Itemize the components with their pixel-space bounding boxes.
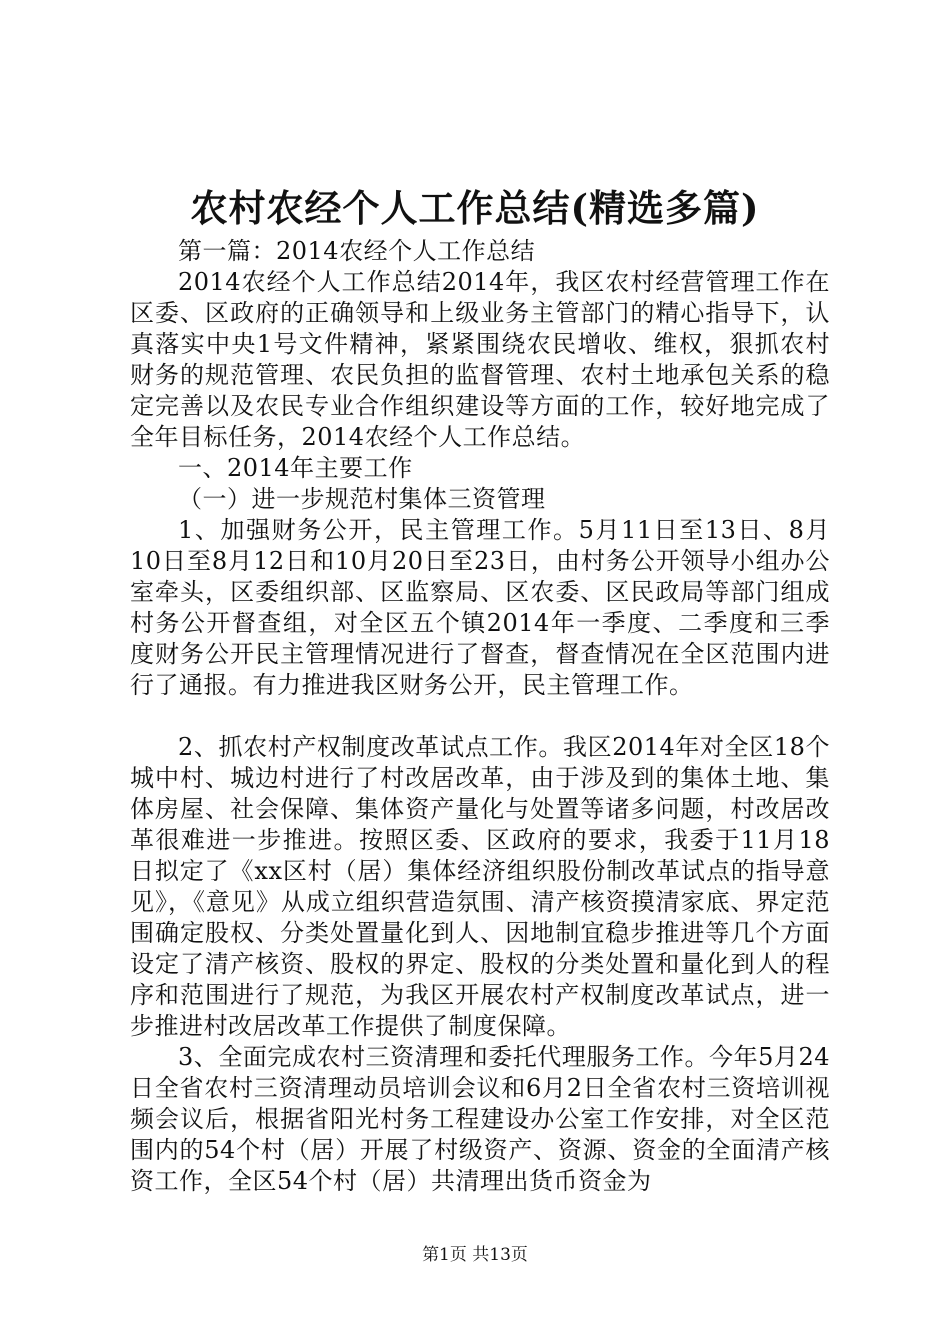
document-title: 农村农经个人工作总结(精选多篇) [190,186,760,230]
intro-paragraph: 2014农经个人工作总结2014年，我区农村经营管理工作在区委、区政府的正确领导和上级业务主管部门的精心指导下，认真落实中央1号文件精神，紧紧围绕农民增收、维权，狠抓农村财务的规范管理、农民负担的监督管理、农村土地承包关系的稳定完善以及农民专业合作组织建设等方面的工作，较好地完成了全年目标任务，2014农经个人工作总结。 [130,268,830,451]
paragraph-1: 1、加强财务公开，民主管理工作。5月11日至13日、8月10日至8月12日和10月20日至23日，由村务公开领导小组办公室牵头，区委组织部、区监察局、区农委、区民政局等部门组成村务公开督查组，对全区五个镇2014年一季度、二季度和三季度财务公开民主管理情况进行了督查，督查情况在全区范围内进行了通报。有力推进我区财务公开，民主管理工作。 [130,516,830,699]
paragraph-spacer [130,701,830,732]
section-heading: 一、2014年主要工作 [178,454,413,482]
page-number: 第1页 共13页 [422,1245,528,1265]
document-body [130,236,830,1197]
part-heading: 第一篇：2014农经个人工作总结 [178,237,536,265]
paragraph-2: 2、抓农村产权制度改革试点工作。我区2014年对全区18个城中村、城边村进行了村改居改革，由于涉及到的集体土地、集体房屋、社会保障、集体资产量化与处置等诸多问题，村改居改革很难进一步推进。按照区委、区政府的要求，我委于11月18日拟定了《xx区村（居）集体经济组织股份制改革试点的指导意见》，《意见》从成立组织营造氛围、清产核资摸清家底、界定范围确定股权、分类处置量化到人、因地制宜稳步推进等几个方面设定了清产核资、股权的界定、股权的分类处置和量化到人的程序和范围进行了规范，为我区开展农村产权制度改革试点，进一步推进村改居改革工作提供了制度保障。 [130,733,830,1040]
paragraph-3: 3、全面完成农村三资清理和委托代理服务工作。今年5月24日全省农村三资清理动员培训会议和6月2日全省农村三资培训视频会议后，根据省阳光村务工程建设办公室工作安排，对全区范围内的54个村（居）开展了村级资产、资源、资金的全面清产核资工作，全区54个村（居）共清理出货币资金为 [130,1043,830,1195]
subsection-heading: （一）进一步规范村集体三资管理 [178,485,546,513]
